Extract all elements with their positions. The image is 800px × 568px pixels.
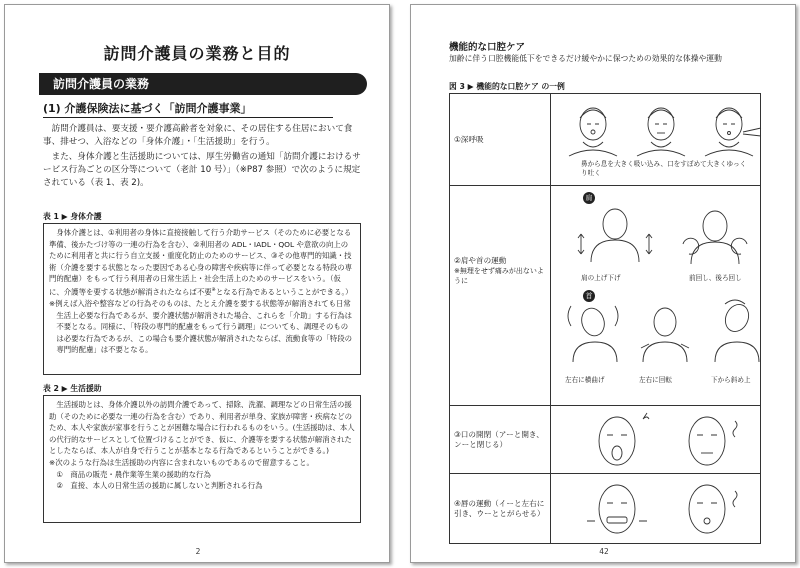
oral-care-table	[449, 93, 761, 544]
table2-body: 生活援助とは、身体介護以外の訪問介護であって、掃除、洗濯、調理などの日常生活の援助（そのために必要な一連の行為を含む）であり、利用者が単身、家族が障害・疾病などのため、本人や家族が家事を行うことが困難な場合に行われるものをいう。(生活援助は、本人の代行的なサービスとして位置づけることができ、仮に、介護等を要する状態が解消されたとしたならば、本人が自身で行うことが基本となる行為であるということができる。)	[49, 400, 355, 456]
table2-box	[43, 395, 361, 523]
page-title: 機能的な口腔ケア	[449, 42, 526, 53]
row-label: ②肩や首の運動 ※無理をせず痛みが出ないように	[450, 186, 551, 406]
neck-diagonal-caption: 下から斜め上	[711, 376, 751, 384]
mouth-open-close-faces-icon	[557, 409, 775, 471]
page-number: 2	[195, 547, 201, 556]
table-row	[450, 474, 761, 544]
illustration-lip-movement	[551, 474, 761, 544]
neck-side-bend-caption: 左右に横曲げ	[565, 376, 605, 384]
table2-caption: 表 2 ▶ 生活援助	[43, 384, 102, 393]
table-row	[450, 186, 761, 406]
table2-item: ② 直接、本人の日常生活の援助に属しないと判断される行為	[56, 481, 263, 491]
illustration-shoulder-neck	[551, 186, 761, 406]
shoulder-roll-caption: 前回し、後ろ回し	[689, 274, 742, 282]
page-subtitle: 加齢に伴う口腔機能低下をできるだけ緩やかに保つための効果的な体操や運動	[449, 54, 722, 63]
illustration-mouth-open-close	[551, 406, 761, 474]
table2-note: ※次のような行為は生活援助の内容に含まれないものであるので留意すること。	[49, 457, 314, 467]
table1-caption: 表 1 ▶ 身体介護	[43, 212, 102, 221]
right-page	[410, 4, 796, 563]
table1-body: 身体介護とは、①利用者の身体に直接接触して行う介助サービス（そのために必要となる準備、後かたづけ等の一連の行為を含む）、②利用者の ADL・IADL・QOL や意欲の向上のために利用者と共に行う自立支援・重度化防止のためのサービス、③その他専門的知識・技術（介護を要する状態となった要因である心身の障害や疾病等に伴って必要となる特段の専門的配慮）をもって行う利用者の日常生活上・社会生活上のためのサービスをいう。（仮に、介護等を要する状態が解消されたならば不要	[49, 228, 353, 297]
deep-breath-faces-icon	[557, 98, 775, 160]
page-number: 42	[599, 547, 609, 556]
table1-body-tail: となる行為であるということができる。）	[215, 287, 353, 297]
illustration-deep-breath	[551, 94, 761, 186]
figure-caption: 図 3 ▶ 機能的な口腔ケア の一例	[449, 82, 565, 91]
regulation-paragraph: また、身体介護と生活援助については、厚生労働省の通知「訪問介護におけるサービス行為ごとの区分等について（老計 10 号）」（※P87 参照）で次のように規定されている（表 1、表 2)。	[43, 152, 361, 188]
shoulder-badge: 肩	[583, 192, 595, 204]
lip-movement-faces-icon	[557, 477, 775, 541]
row-label: ①深呼吸	[450, 94, 551, 186]
table-row	[450, 406, 761, 474]
row-label: ③口の開閉（アーと開き、ンーと閉じる）	[450, 406, 551, 474]
deep-breath-caption: 鼻から息を大きく吸い込み、口をすぼめて大きくゆっくり吐く	[581, 160, 747, 177]
table2-item: ① 商品の販売・農作業等生業の援助的な行為	[56, 469, 211, 479]
table1-note: ※例えば入浴や整容などの行為そのものは、たとえ介護を要する状態等が解消されても日常生活上必要な行為であるが、要介護状態が解消された場合、これらを「介助」する行為は不要となる。同様に、「特段の専門的配慮をもって行う調理」についても、調理そのものは必要な行為であるが、この場合も要介護状態が解消されたならば、流動食等の「特段の専門的配慮」は不要となる。	[49, 299, 353, 355]
intro-paragraph: 訪問介護員は、要支援・要介護高齢者を対象に、その居住する住居において食事、排せつ、入浴などの「身体介護」・「生活援助」を行う。	[43, 124, 353, 147]
shoulder-neck-figures-icon	[553, 194, 771, 394]
table1-box: 身体介護とは、①利用者の身体に直接接触して行う介助サービス（そのために必要となる準備、後かたづけ等の一連の行為を含む）、②利用者の ADL・IADL・QOL や意欲の向上のために利用者と共に行う自立支援・重度化防止のためのサービス、③その他専門的知識・技術（介護を要する状態となった要因である心身の障害や疾病等に伴って必要となる特段の専門的配慮）をもって行う利用者の日常生活上・社会生活上のためのサービスをいう。（仮に、介護等を要する状態が解消されたならば不要※となる行為であるということができる。） ※例えば入浴や整容などの行為そのものは、たとえ介護を要する状態等が解消されても日常生活上必要な行為であるが、要介護状態が解消された場合、これらを「介助」する行為は不要となる。同様に、「特段の専門的配慮をもって行う調理」についても、調理そのものは必要な行為であるが、この場合も要介護状態が解消されたならば、流動食等の「特段の専門的配慮」は不要となる。	[43, 223, 361, 375]
subsection-heading: (1) 介護保険法に基づく「訪問介護事業」	[43, 101, 333, 118]
row-label: ④唇の運動（イーと左右に引き、ウーととがらせる）	[450, 474, 551, 544]
left-page	[4, 4, 390, 563]
neck-badge: 首	[583, 290, 595, 302]
row-note: ※無理をせず痛みが出ないように	[454, 267, 544, 285]
page-title: 訪問介護員の業務と目的	[103, 44, 291, 63]
table-row	[450, 94, 761, 186]
shoulder-up-down-caption: 肩の上げ下げ	[581, 274, 621, 282]
neck-rotate-caption: 左右に回転	[639, 376, 672, 384]
section-banner: 訪問介護員の業務	[39, 73, 367, 95]
